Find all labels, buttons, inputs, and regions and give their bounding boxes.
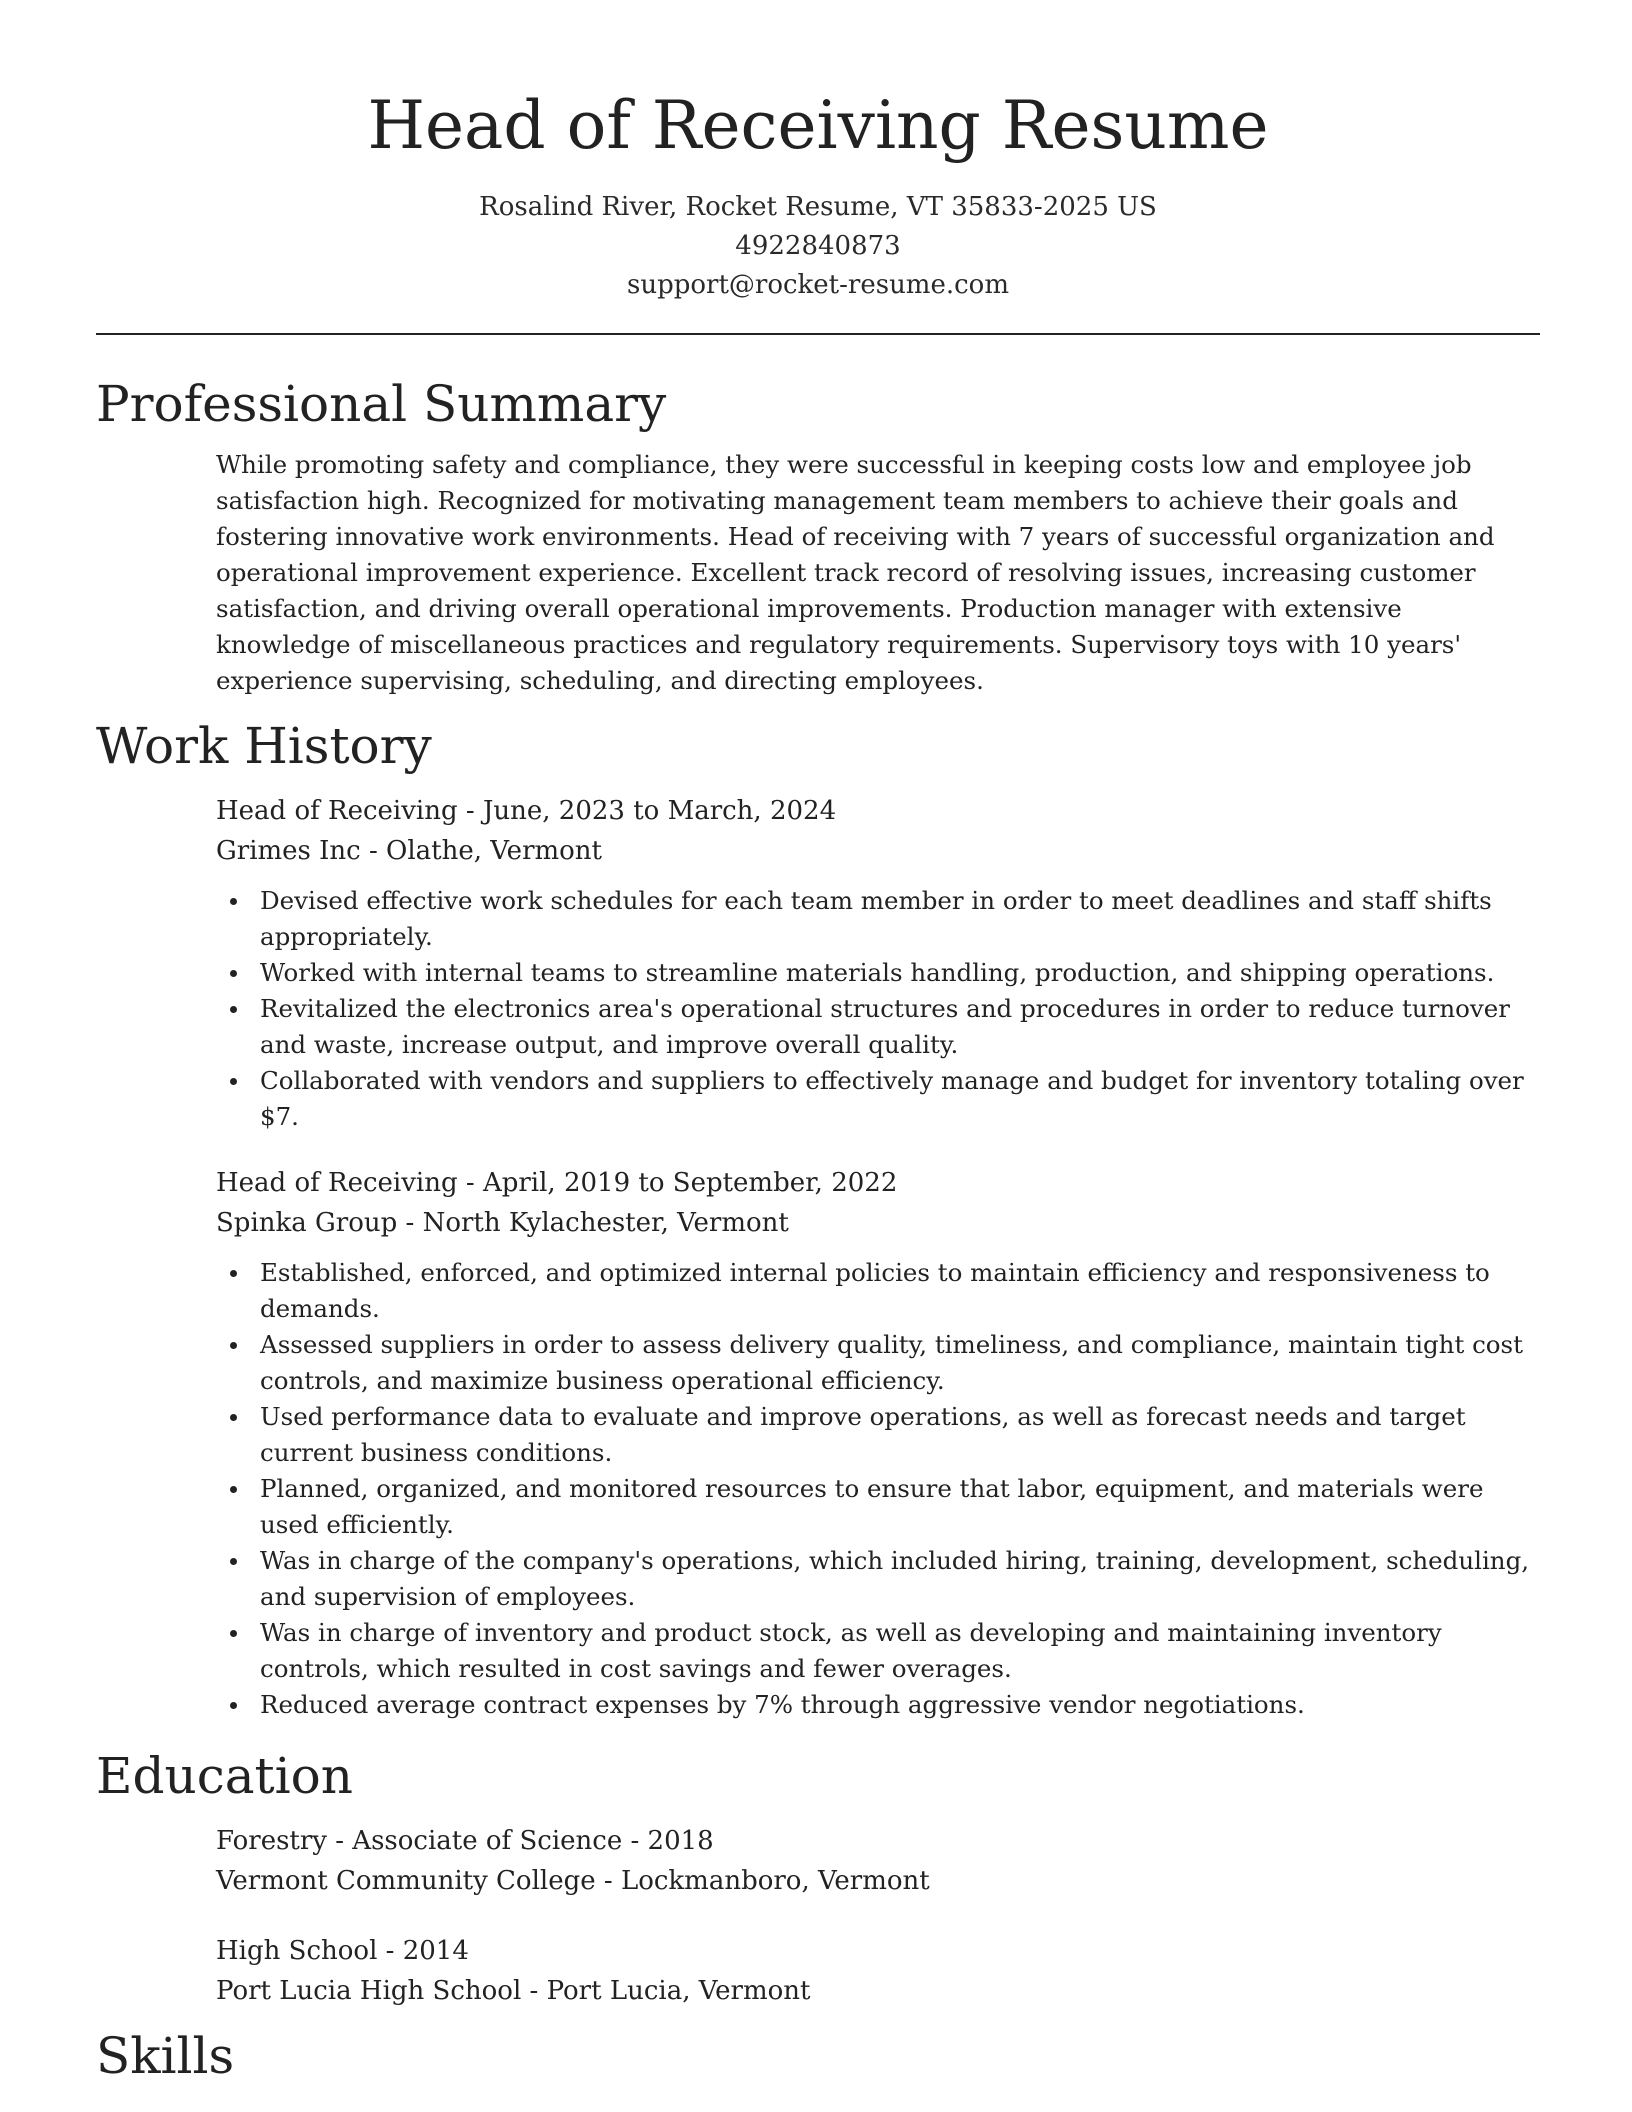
job-entry	[216, 791, 1540, 1135]
summary-text: While promoting safety and compliance, they were successful in keeping costs low and employee job satisfaction high. Recognized for motivating management team members to achieve their goals and fostering innovative work environments. Head of receiving with 7 years of successful organization and operational improvement experience. Excellent track record of resolving issues, increasing customer satisfaction, and driving overall operational improvements. Production manager with extensive knowledge of miscellaneous practices and regulatory requirements. Supervisory toys with 10 years' experience supervising, scheduling, and directing employees.	[216, 450, 1495, 695]
job-bullet-list	[216, 1255, 1540, 1723]
education-heading: Education	[96, 1747, 353, 1805]
job-title-line: Head of Receiving - April, 2019 to September, 2022	[216, 1168, 898, 1198]
job-title-line: Head of Receiving - June, 2023 to March, 2024	[216, 796, 837, 826]
summary-heading: Professional Summary	[96, 375, 667, 433]
job-bullet	[216, 1471, 1540, 1543]
skills-heading: Skills	[96, 2027, 235, 2085]
job-bullet-text: Revitalized the electronics area's operational structures and procedures in order to reduce turnover and waste, increase output, and improve overall quality.	[260, 994, 1510, 1059]
job-bullet-text: Reduced average contract expenses by 7% through aggressive vendor negotiations.	[260, 1690, 1305, 1719]
contact-block	[96, 188, 1540, 305]
bullet-icon	[230, 1630, 237, 1637]
education-school-line: Vermont Community College - Lockmanboro, Vermont	[216, 1866, 930, 1896]
job-entry	[216, 1163, 1540, 1723]
job-bullet	[216, 1255, 1540, 1327]
bullet-icon	[230, 1486, 237, 1493]
job-bullet-text: Established, enforced, and optimized internal policies to maintain efficiency and responsiveness to demands.	[260, 1258, 1490, 1323]
resume-title: Head of Receiving Resume	[367, 87, 1269, 164]
header-divider	[96, 333, 1540, 335]
bullet-icon	[230, 898, 237, 905]
job-bullet	[216, 991, 1540, 1063]
job-bullet-text: Was in charge of inventory and product stock, as well as developing and maintaining inventory controls, which resulted in cost savings and fewer overages.	[260, 1618, 1442, 1683]
education-school-line: Port Lucia High School - Port Lucia, Vermont	[216, 1976, 811, 2006]
resume-header	[96, 0, 1540, 305]
bullet-icon	[230, 1342, 237, 1349]
resume-page	[96, 0, 1540, 2087]
skills-section	[96, 2025, 1540, 2087]
education-degree-line: Forestry - Associate of Science - 2018	[216, 1826, 714, 1856]
bullet-icon	[230, 1414, 237, 1421]
job-bullet-text: Worked with internal teams to streamline materials handling, production, and shipping operations.	[260, 958, 1495, 987]
bullet-icon	[230, 1558, 237, 1565]
education-degree-line: High School - 2014	[216, 1936, 469, 1966]
job-bullet	[216, 1687, 1540, 1723]
job-bullet	[216, 1399, 1540, 1471]
bullet-icon	[230, 1078, 237, 1085]
job-bullet-text: Used performance data to evaluate and improve operations, as well as forecast needs and target current business conditions.	[260, 1402, 1466, 1467]
job-bullet-text: Assessed suppliers in order to assess delivery quality, timeliness, and compliance, maintain tight cost controls, and maximize business operational efficiency.	[260, 1330, 1523, 1395]
job-bullet-text: Was in charge of the company's operations, which included hiring, training, development, scheduling, and supervision of employees.	[260, 1546, 1530, 1611]
contact-email: support@rocket-resume.com	[626, 270, 1009, 300]
job-bullet	[216, 883, 1540, 955]
education-entry	[216, 1821, 1540, 1901]
job-bullet	[216, 1615, 1540, 1687]
job-company-line: Grimes Inc - Olathe, Vermont	[216, 836, 603, 866]
job-bullet	[216, 1327, 1540, 1399]
job-bullet-text: Devised effective work schedules for each team member in order to meet deadlines and staff shifts appropriately.	[260, 886, 1492, 951]
job-bullet-text: Planned, organized, and monitored resources to ensure that labor, equipment, and materials were used efficiently.	[260, 1474, 1484, 1539]
work-history-section	[96, 715, 1540, 1723]
job-bullet-list	[216, 883, 1540, 1135]
job-bullet	[216, 1063, 1540, 1135]
education-entry	[216, 1931, 1540, 2011]
work-history-heading: Work History	[96, 717, 432, 775]
bullet-icon	[230, 1270, 237, 1277]
bullet-icon	[230, 1006, 237, 1013]
bullet-icon	[230, 970, 237, 977]
bullet-icon	[230, 1702, 237, 1709]
summary-section	[96, 373, 1540, 699]
education-section	[96, 1745, 1540, 2011]
job-company-line: Spinka Group - North Kylachester, Vermont	[216, 1208, 789, 1238]
contact-address: Rosalind River, Rocket Resume, VT 35833-2025 US	[479, 192, 1157, 222]
contact-phone: 4922840873	[735, 231, 901, 261]
job-bullet	[216, 955, 1540, 991]
job-bullet	[216, 1543, 1540, 1615]
job-bullet-text: Collaborated with vendors and suppliers to effectively manage and budget for inventory totaling over $7.	[260, 1066, 1524, 1131]
